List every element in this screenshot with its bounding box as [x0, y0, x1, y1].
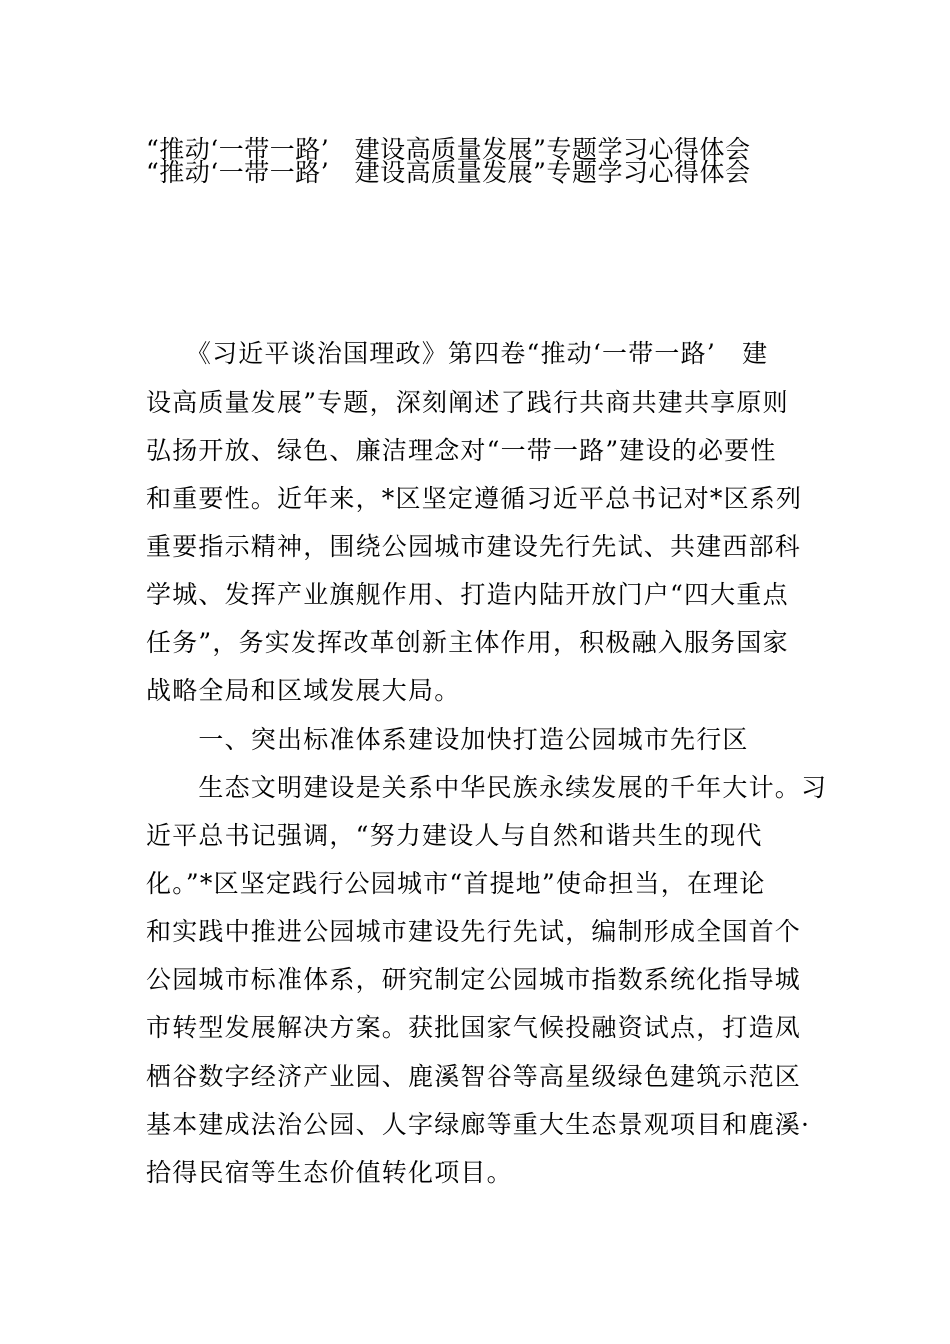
body-line: 近平总书记强调，“努力建设人与自然和谐共生的现代 [146, 821, 763, 850]
body-line: 任务”，务实发挥改革创新主体作用，积极融入服务国家 [146, 628, 789, 657]
body-line: 和实践中推进公园城市建设先行先试，编制形成全国首个 [146, 917, 802, 946]
body-line: 和重要性。近年来，*区坚定遵循习近平总书记对*区系列 [146, 484, 803, 513]
body-line: 弘扬开放、绿色、廉洁理念对“一带一路”建设的必要性 [146, 436, 777, 465]
body-line: 《习近平谈治国理政》第四卷“推动‘一带一路’ 建 [146, 339, 769, 368]
body-line: 设高质量发展”专题，深刻阐述了践行共商共建共享原则 [146, 388, 789, 417]
body-line: 战略全局和区域发展大局。 [146, 676, 461, 705]
body-line: 栖谷数字经济产业园、鹿溪智谷等高星级绿色建筑示范区 [146, 1062, 802, 1091]
body-line: 市转型发展解决方案。获批国家气候投融资试点，打造凤 [146, 1013, 802, 1042]
body-line: 拾得民宿等生态价值转化项目。 [146, 1158, 513, 1187]
body-line: 生态文明建设是关系中华民族永续发展的千年大计。习 [146, 773, 828, 802]
section-heading: 一、突出标准体系建设加快打造公园城市先行区 [146, 725, 749, 754]
document-title-line-1: “推动‘一带一路’ 建设高质量发展”专题学习心得体会 [146, 135, 751, 164]
body-line: 化。”*区坚定践行公园城市“首提地”使命担当，在理论 [146, 869, 766, 898]
body-line: 学城、发挥产业旗舰作用、打造内陆开放门户“四大重点 [146, 580, 789, 609]
body-line: 公园城市标准体系，研究制定公园城市指数系统化指导城 [146, 965, 802, 994]
document-title-line-2: “推动‘一带一路’ 建设高质量发展”专题学习心得体会 [146, 158, 751, 187]
body-line: 基本建成法治公园、人字绿廊等重大生态景观项目和鹿溪· [146, 1110, 811, 1139]
body-line: 重要指示精神，围绕公园城市建设先行先试、共建西部科 [146, 532, 802, 561]
